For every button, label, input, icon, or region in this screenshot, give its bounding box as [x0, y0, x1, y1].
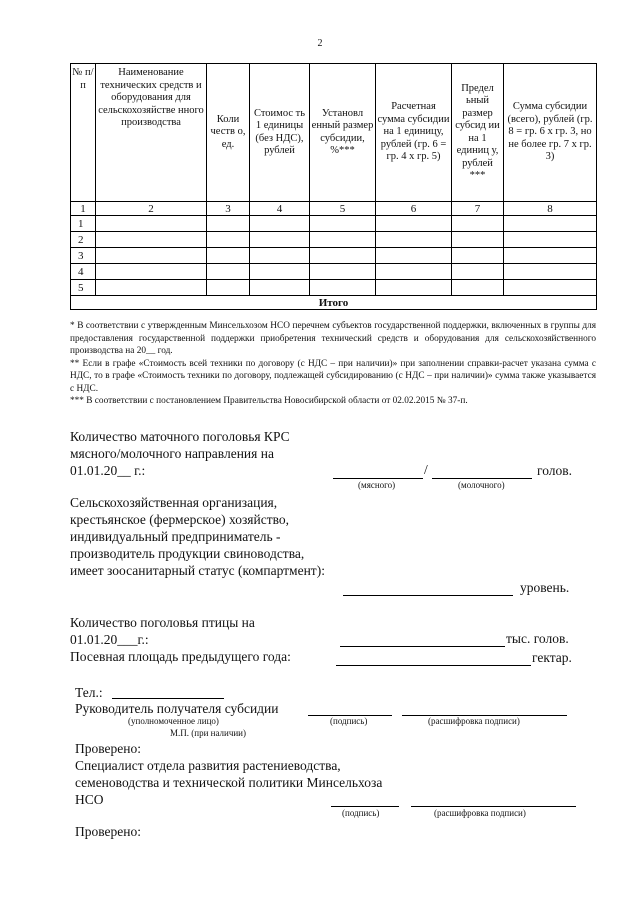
column-number: 6: [376, 202, 452, 216]
column-number: 1: [71, 202, 96, 216]
table-cell: [376, 216, 452, 232]
column-number: 2: [96, 202, 207, 216]
table-cell: [504, 216, 597, 232]
table-cell: [452, 280, 504, 296]
table-cell: [96, 248, 207, 264]
table-cell: [96, 280, 207, 296]
table-row: [71, 280, 597, 296]
milk-caption: (молочного): [458, 480, 505, 490]
sowing-area-field[interactable]: [336, 665, 531, 666]
table-header-row: [71, 64, 597, 202]
poultry-label: Количество поголовья птицы на 01.01.20___г.:: [70, 615, 255, 647]
checked-label-2: Проверено:: [75, 824, 142, 839]
table-cell: [310, 264, 376, 280]
table-cell: [250, 264, 310, 280]
header-cell: Наименование технических средств и оборудования для сельскохозяйстве нного производства: [96, 64, 207, 202]
row-number: 1: [71, 216, 96, 232]
subsidy-table: [70, 63, 597, 310]
meat-count-field[interactable]: [333, 478, 423, 479]
table-cell: [376, 232, 452, 248]
footnote: * В соответствии с утвержденным Минсельхозом НСО перечнем субъектов государственной поддержки, включенных в группы для предоставления государственной поддержки приобретения технический средств и оборудования для сельскохозяйственного производства на 20__ год.: [70, 321, 596, 356]
tel-label: Тел.:: [75, 685, 103, 700]
meat-caption: (мясного): [358, 480, 396, 490]
specialist-signature-field[interactable]: [331, 806, 399, 807]
column-number-row: [71, 202, 597, 216]
column-number: 5: [310, 202, 376, 216]
sowing-area-unit: гектар.: [532, 650, 572, 665]
header-cell: Предел ьный размер субсид ии на 1 единиц у, рублей ***: [452, 64, 504, 202]
header-cell: Стоимос ть 1 единицы (без НДС), рублей: [250, 64, 310, 202]
compartment-level-field[interactable]: [343, 595, 513, 596]
row-number: 3: [71, 248, 96, 264]
sowing-area-label: Посевная площадь предыдущего года:: [70, 649, 291, 664]
table-cell: [310, 216, 376, 232]
poultry-unit: тыс. голов.: [506, 631, 569, 646]
table-row: [71, 216, 597, 232]
table-cell: [452, 264, 504, 280]
column-number: 8: [504, 202, 597, 216]
table-cell: [207, 264, 250, 280]
header-cell: Сумма субсидии (всего), рублей (гр. 8 = гр. 6 x гр. 3, но не более гр. 7 x гр. 3): [504, 64, 597, 202]
livestock-slash: /: [424, 462, 428, 477]
table-cell: [207, 216, 250, 232]
row-number: 4: [71, 264, 96, 280]
table-cell: [250, 216, 310, 232]
table-cell: [504, 264, 597, 280]
milk-count-field[interactable]: [432, 478, 532, 479]
table-cell: [207, 280, 250, 296]
table-cell: [207, 248, 250, 264]
table-cell: [310, 248, 376, 264]
sign-caption: (подпись): [330, 716, 368, 726]
table-cell: [250, 248, 310, 264]
poultry-count-field[interactable]: [340, 646, 505, 647]
table-cell: [310, 232, 376, 248]
checked-label: Проверено:: [75, 741, 142, 756]
specialist-name-field[interactable]: [411, 806, 576, 807]
table-cell: [452, 232, 504, 248]
column-number: 4: [250, 202, 310, 216]
table-cell: [376, 264, 452, 280]
authorized-caption: (уполномоченное лицо): [128, 716, 219, 726]
table-cell: [504, 232, 597, 248]
specialist-label: Специалист отдела развития растениеводства, семеноводства и технической политики Минсельхоза НСО: [75, 758, 383, 807]
table-cell: [250, 232, 310, 248]
table-cell: [250, 280, 310, 296]
table-cell: [452, 216, 504, 232]
table-cell: [310, 280, 376, 296]
stamp-caption: М.П. (при наличии): [170, 728, 246, 738]
decode-caption: (расшифровка подписи): [428, 716, 520, 726]
footnotes: [70, 320, 596, 408]
table-cell: [452, 248, 504, 264]
table-row: [71, 232, 597, 248]
decode-caption: (расшифровка подписи): [434, 808, 526, 818]
total-row: [71, 296, 597, 310]
pig-status-unit: уровень.: [520, 580, 570, 595]
page-number: 2: [317, 38, 323, 49]
table-row: [71, 264, 597, 280]
pig-status-label: Сельскохозяйственная организация, крестьянское (фермерское) хозяйство, индивидуальный предприниматель - производитель продукции свиноводства, имеет зоосанитарный статус (компартмент):: [70, 495, 325, 578]
row-number: 5: [71, 280, 96, 296]
table-cell: [96, 216, 207, 232]
footnote: *** В соответствии с постановлением Правительства Новосибирской области от 02.02.2015 № 37-п.: [70, 396, 468, 406]
head-label: Руководитель получателя субсидии: [75, 701, 279, 716]
table-cell: [376, 280, 452, 296]
header-cell: Коли честв о, ед.: [207, 64, 250, 202]
table-row: [71, 248, 597, 264]
column-number: 3: [207, 202, 250, 216]
header-cell: № п/п: [71, 64, 96, 202]
header-cell: Расчетная сумма субсидии на 1 единицу, рублей (гр. 6 = гр. 4 x гр. 5): [376, 64, 452, 202]
table-cell: [207, 232, 250, 248]
table-cell: [376, 248, 452, 264]
table-cell: [504, 280, 597, 296]
footnote: ** Если в графе «Стоимость всей техники по договору (с НДС – при наличии)» при заполнении справки-расчет указана сумма с НДС, то в графе «Стоимость техники по договору, подлежащей субсидированию (с НДС – при наличии)» сумма также указывается с НДС.: [70, 358, 596, 394]
total-label: Итого: [71, 296, 597, 310]
row-number: 2: [71, 232, 96, 248]
tel-field[interactable]: [112, 698, 224, 699]
sign-caption: (подпись): [342, 808, 380, 818]
livestock-unit: голов.: [537, 463, 573, 478]
livestock-label: Количество маточного поголовья КРС мясного/молочного направления на 01.01.20__ г.:: [70, 429, 290, 478]
column-number: 7: [452, 202, 504, 216]
table-cell: [504, 248, 597, 264]
table-cell: [96, 232, 207, 248]
table-cell: [96, 264, 207, 280]
header-cell: Установл енный размер субсидии, %***: [310, 64, 376, 202]
